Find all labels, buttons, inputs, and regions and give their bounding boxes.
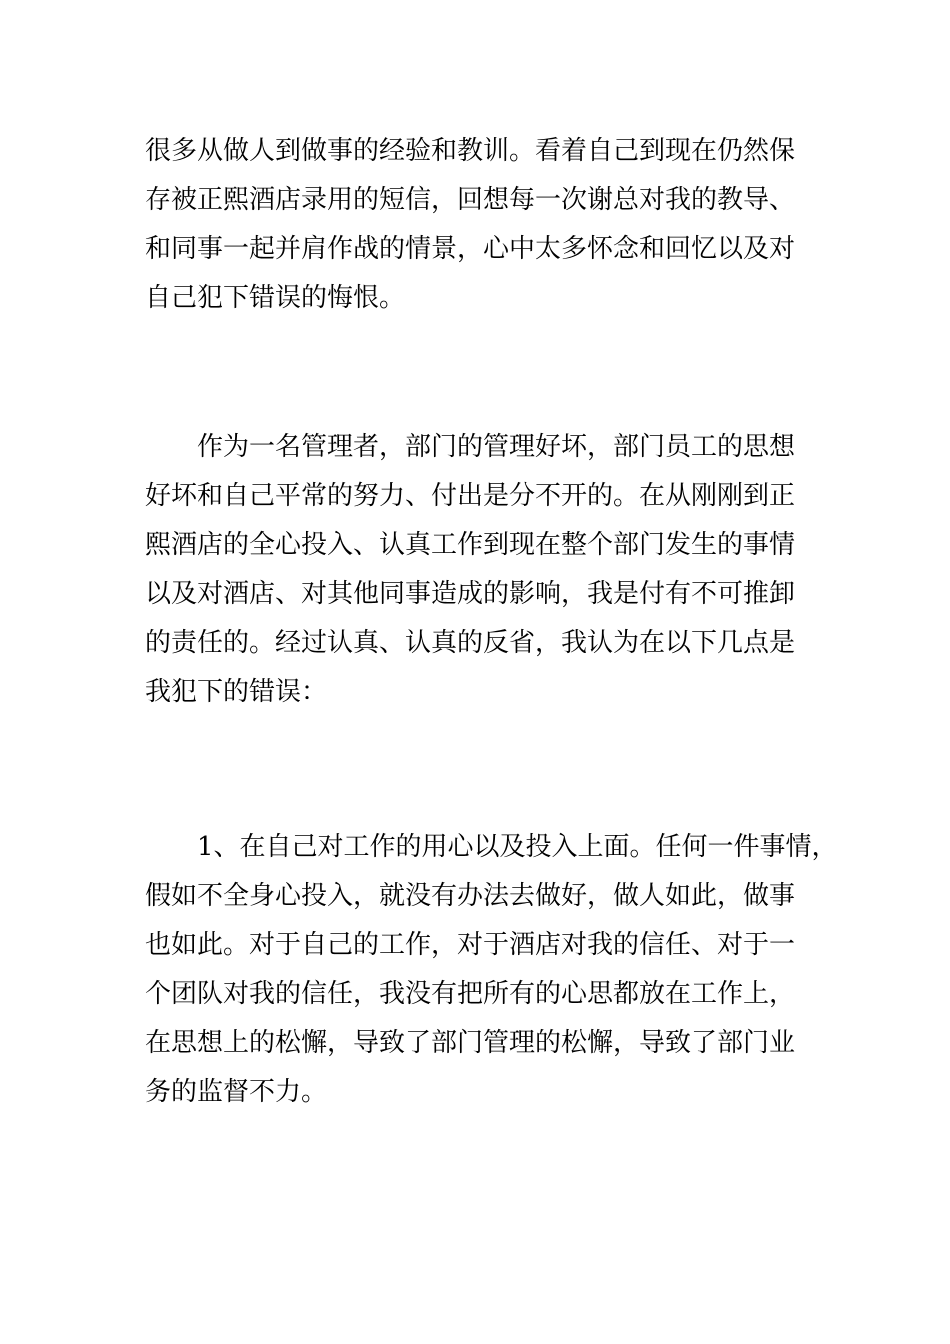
text-line: 个团队对我的信任，我没有把所有的心思都放在工作上，: [145, 979, 796, 1009]
text-line: 和同事一起并肩作战的情景，心中太多怀念和回忆以及对: [145, 234, 796, 264]
text-line: 1、在自己对工作的用心以及投入上面。任何一件事情，: [197, 832, 838, 862]
paragraph-reflection: [145, 127, 835, 323]
text-line: 熙酒店的全心投入、认真工作到现在整个部门发生的事情: [145, 530, 796, 560]
text-line: 的责任的。经过认真、认真的反省，我认为在以下几点是: [145, 628, 796, 658]
text-line: 好坏和自己平常的努力、付出是分不开的。在从刚刚到正: [145, 481, 796, 511]
text-line: 很多从做人到做事的经验和教训。看着自己到现在仍然保: [145, 136, 796, 166]
text-line: 在思想上的松懈，导致了部门管理的松懈，导致了部门业: [145, 1028, 796, 1058]
text-line: 存被正熙酒店录用的短信，回想每一次谢总对我的教导、: [145, 185, 796, 215]
paragraph-responsibility: [145, 423, 835, 717]
text-line: 以及对酒店、对其他同事造成的影响，我是付有不可推卸: [145, 579, 796, 609]
text-line: 务的监督不力。: [145, 1077, 328, 1107]
paragraph-point-1: [145, 823, 838, 1117]
text-line: 自己犯下错误的悔恨。: [145, 283, 406, 313]
text-line: 也如此。对于自己的工作，对于酒店对我的信任、对于一: [145, 930, 796, 960]
text-line: 我犯下的错误：: [145, 677, 328, 707]
text-line: 假如不全身心投入，就没有办法去做好，做人如此，做事: [145, 881, 796, 911]
text-line: 作为一名管理者，部门的管理好坏，部门员工的思想: [197, 432, 796, 462]
